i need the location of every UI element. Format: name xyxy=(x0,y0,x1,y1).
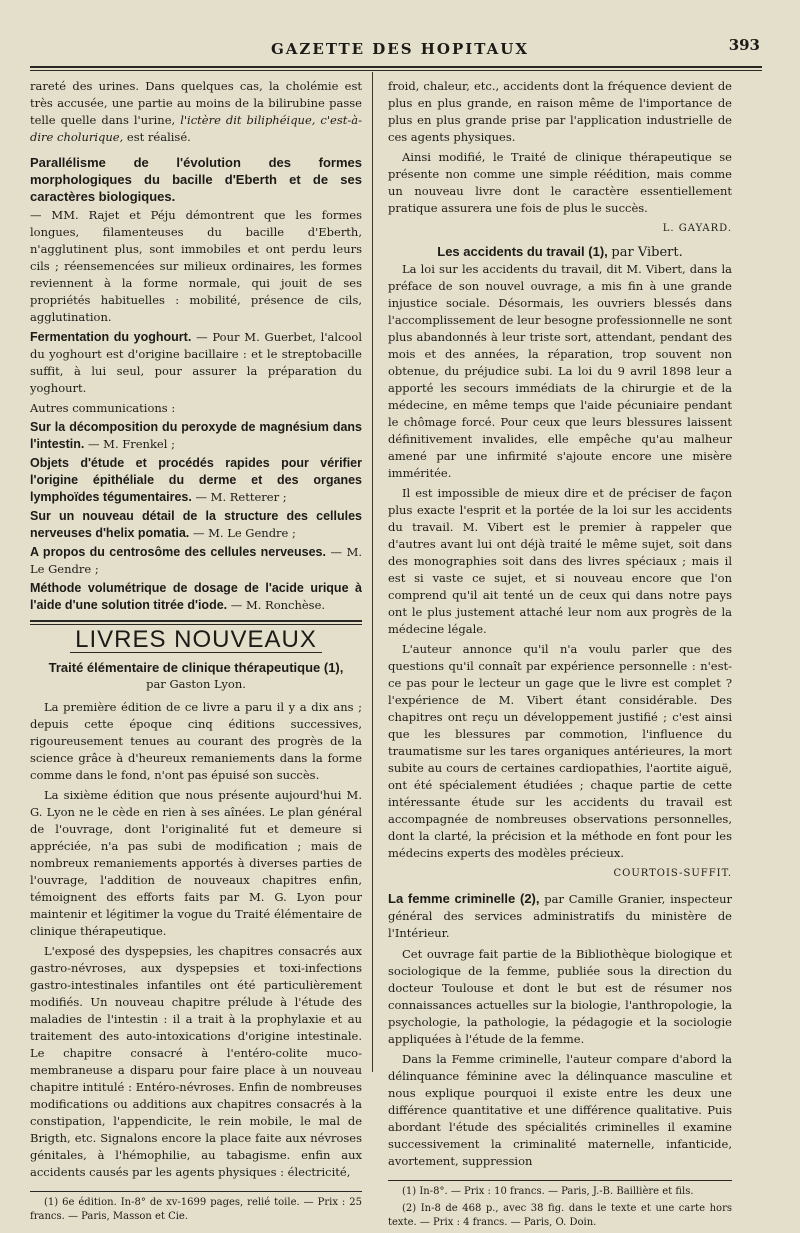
communication-title: A propos du centrosôme des cellules nerveuses. xyxy=(30,545,326,559)
intro-tail: est réalisé. xyxy=(126,130,191,144)
book-byline: par Gaston Lyon. xyxy=(146,677,246,691)
book-paragraph: La première édition de ce livre a paru il y a dix ans ; depuis cette époque cinq éditions successives, rigoureusement tenues au courant des progrès de la science grâce à d'heureux remaniements dans la forme comme dans le fond, n'ont pas épuisé son succès. xyxy=(30,700,362,782)
section-banner: LIVRES NOUVEAUX xyxy=(75,626,317,653)
communication-title: Sur la décomposition du peroxyde de magnésium dans l'intestin. xyxy=(30,420,362,451)
book-title-text: Les accidents du travail (1), xyxy=(437,244,608,259)
communication-author: — M. Le Gendre ; xyxy=(189,526,296,540)
intro-text: rareté des urines. Dans quelques cas, la cholémie est très accusée, une partie au moins de la bilirubine passe telle quelle dans l'urine, xyxy=(30,79,362,127)
book-title-text: La femme criminelle (2), xyxy=(388,891,540,906)
section-yoghourt-body: — Pour M. Guerbet, l'alcool du yoghourt est d'origine bacillaire : et le streptobacille suffit, à lui seul, pour assurer la préparation du yoghourt. xyxy=(30,330,362,395)
book-heading xyxy=(388,890,732,942)
book-paragraph: La sixième édition que nous présente aujourd'hui M. G. Lyon ne le cède en rien à ses aînées. Le plan général de l'ouvrage, dont l'originalité fut et demeure si appréciée, n'a pas subi de modification ; mais de nombreux remaniements apportés à diverses parties de l'ouvrage, l'addition de nouveaux chapitres enfin, témoignent des efforts faits par M. G. Lyon pour maintenir et légitimer la vogue du Traité élémentaire de clinique thérapeutique. xyxy=(30,788,362,938)
banner-rule-top-thin xyxy=(30,624,362,625)
right-column xyxy=(388,78,732,1233)
communication-author: — M. Frenkel ; xyxy=(84,437,175,451)
book-paragraph: Dans la Femme criminelle, l'auteur compare d'abord la délinquance féminine avec la délinquance masculine et nous explique pourquoi il existe entre les deux une différence quantitative et une différence qualitative. Puis abordant l'étude des spécialités criminelles il examine successivement la criminalité maternelle, infanticide, avortement, suppression xyxy=(388,1052,732,1168)
column-divider xyxy=(372,72,373,1072)
communication-item xyxy=(30,544,362,578)
continued-paragraph: froid, chaleur, etc., accidents dont la fréquence devient de plus en plus grande, en raison même de l'importance de plus en plus grande prise par l'application industrielle de ces agents physiques. xyxy=(388,79,732,144)
communication-item xyxy=(30,419,362,453)
footnote-rule xyxy=(30,1191,362,1192)
footnote: (2) In-8 de 468 p., avec 38 fig. dans le texte et une carte hors texte. — Prix : 4 francs. — Paris, O. Doin. xyxy=(388,1203,732,1228)
book-paragraph: Il est impossible de mieux dire et de préciser de façon plus exacte l'esprit et la portée de la loi sur les accidents du travail. M. Vibert est le premier à rappeler que d'autres avant lui ont déjà traité le même sujet, soit dans des monographies soit dans des livres spéciaux ; mais il est si vaste ce sujet, et si nouveau encore que l'on comprend qu'il ait tenté un de ceux qui dans notre pays ont le plus justement attaché leur nom aux progrès de la médecine légale. xyxy=(388,486,732,636)
signature: L. GAYARD. xyxy=(662,223,732,234)
left-column xyxy=(30,78,362,1227)
header-rule xyxy=(30,66,762,68)
communications-heading: Autres communications : xyxy=(30,401,176,415)
book-title xyxy=(388,243,732,261)
communication-item xyxy=(30,508,362,542)
communication-author: — M. Retterer ; xyxy=(191,490,287,504)
communication-title: Sur un nouveau détail de la structure des cellules nerveuses d'helix pomatia. xyxy=(30,509,362,540)
section-bacille-body: — MM. Rajet et Péju démontrent que les formes longues, filamenteuses du bacille d'Eberth, n'agglutinent plus, sont immobiles et ont perdu leurs cils ; réensemencées sur milieux ordinaires, les formes reviennent à la forme normale, qui jouit de ses propriétés habituelles : mobilité, présence de cils, agglutination. xyxy=(30,208,362,324)
book-paragraph: L'exposé des dyspepsies, les chapitres consacrés aux gastro-névroses, aux dyspepsies et toxi-infections gastro-intestinales infantiles ont été particulièrement modifiés. Un nouveau chapitre prélude à l'étude des maladies de l'intestin : il a trait à la prophylaxie et au traitement des auto-intoxications d'origine intestinale. Le chapitre consacré à l'entéro-colite muco-membraneuse a disparu pour faire place à un nouveau chapitre intitulé : Entéro-névroses. Enfin de nombreuses modifications ou additions aux chapitres consacrés à la constipation, l'appendicite, le rein mobile, le mal de Brigth, etc. Signalons encore la place faite aux névroses génitales, à l'hémophilie, au tabagisme. enfin aux accidents causés par les agents physiques : électricité, xyxy=(30,944,362,1179)
book-paragraph: L'auteur annonce qu'il n'a voulu parler que des questions qu'il connaît par expérience personnelle : n'est-ce pas pour le lecteur un gage que le livre est complet ? l'expérience de M. Vibert étant considérable. Des chapitres ont reçu un développement justifié ; c'est ainsi que les blessures par commotion, l'influence du traumatisme sur les tares organiques antérieures, la mort subite au cours de certaines cardiopathies, l'aortite aiguë, ont été spécialement étudiées ; chaque partie de cette intéressante étude sur les accidents du travail est accompagnée de nombreuses observations personnelles, dont la clarté, la précision et la méthode en font pour les médecins experts des modèles précieux. xyxy=(388,642,732,860)
banner-rule-top xyxy=(30,620,362,622)
book-paragraph: Cet ouvrage fait partie de la Bibliothèque biologique et sociologique de la femme, publiée sous la direction du docteur Toulouse et dont le but est de résumer nos connaissances actuelles sur la biologie, l'anthropologie, la psychologie, la pathologie, la pédagogie et la sociologie appliquées à l'étude de la femme. xyxy=(388,947,732,1046)
section-yoghourt-title: Fermentation du yoghourt. xyxy=(30,330,192,344)
communication-title: Objets d'étude et procédés rapides pour vérifier l'origine épithéliale du derme et des organes lymphoïdes tégumentaires. xyxy=(30,456,362,504)
book-title: Traité élémentaire de clinique thérapeutique (1), xyxy=(48,660,344,675)
footnote-rule xyxy=(388,1180,732,1181)
communication-author: — M. Le Gendre ; xyxy=(30,545,362,576)
communication-title: Méthode volumétrique de dosage de l'acide urique à l'aide d'une solution titrée d'iode. xyxy=(30,581,362,612)
intro-italic: l'ictère dit biliphéique, c'est-à-dire cholurique, xyxy=(30,113,362,144)
page-number: 393 xyxy=(728,36,760,54)
book-byline: par Vibert. xyxy=(611,245,683,260)
footnote: (1) In-8°. — Prix : 10 francs. — Paris, J.-B. Baillière et fils. xyxy=(402,1186,694,1197)
review-paragraph: Ainsi modifié, le Traité de clinique thérapeutique se présente non comme une simple réédition, mais comme un nouveau livre dont le caractère essentiellement pratique assurera une fois de plus le succès. xyxy=(388,150,732,215)
signature: COURTOIS-SUFFIT. xyxy=(613,868,732,879)
communication-item xyxy=(30,455,362,506)
section-yoghourt xyxy=(30,329,362,397)
running-title: GAZETTE DES HOPITAUX xyxy=(270,40,529,58)
book-byline: par Camille Granier, inspecteur général des services administratifs du ministère de l'Intérieur. xyxy=(388,892,733,940)
book-paragraph: La loi sur les accidents du travail, dit M. Vibert, dans la préface de son nouvel ouvrage, a mis fin à une grande injustice sociale. Désormais, les ouvriers blessés dans l'accomplissement de leur besogne professionnelle ne sont plus abandonnés à leur triste sort, attendant, pendant des mois et des années, la réparation, trop souvent non obtenue, du préjudice subi. La loi du 9 avril 1898 leur a apporté les secours immédiats de la chirurgie et de la médecine, en même temps que l'aide pécuniaire pendant le chômage forcé. Pour ceux que leurs blessures laissent définitivement invalides, elle empêche qu'au malheur amené par une infirmité s'ajoute encore une misère imméritée. xyxy=(388,262,732,480)
intro-paragraph xyxy=(30,78,362,146)
header-rule-thin xyxy=(30,70,762,71)
communication-author: — M. Ronchèse. xyxy=(227,598,326,612)
footnote: (1) 6e édition. In-8° de xv-1699 pages, relié toile. — Prix : 25 francs. — Paris, Masson et Cie. xyxy=(30,1197,362,1222)
communication-item xyxy=(30,580,362,614)
section-bacille-title: Parallélisme de l'évolution des formes morphologiques du bacille d'Eberth et de ses caractères biologiques. xyxy=(30,155,362,204)
communications-list xyxy=(30,400,362,614)
